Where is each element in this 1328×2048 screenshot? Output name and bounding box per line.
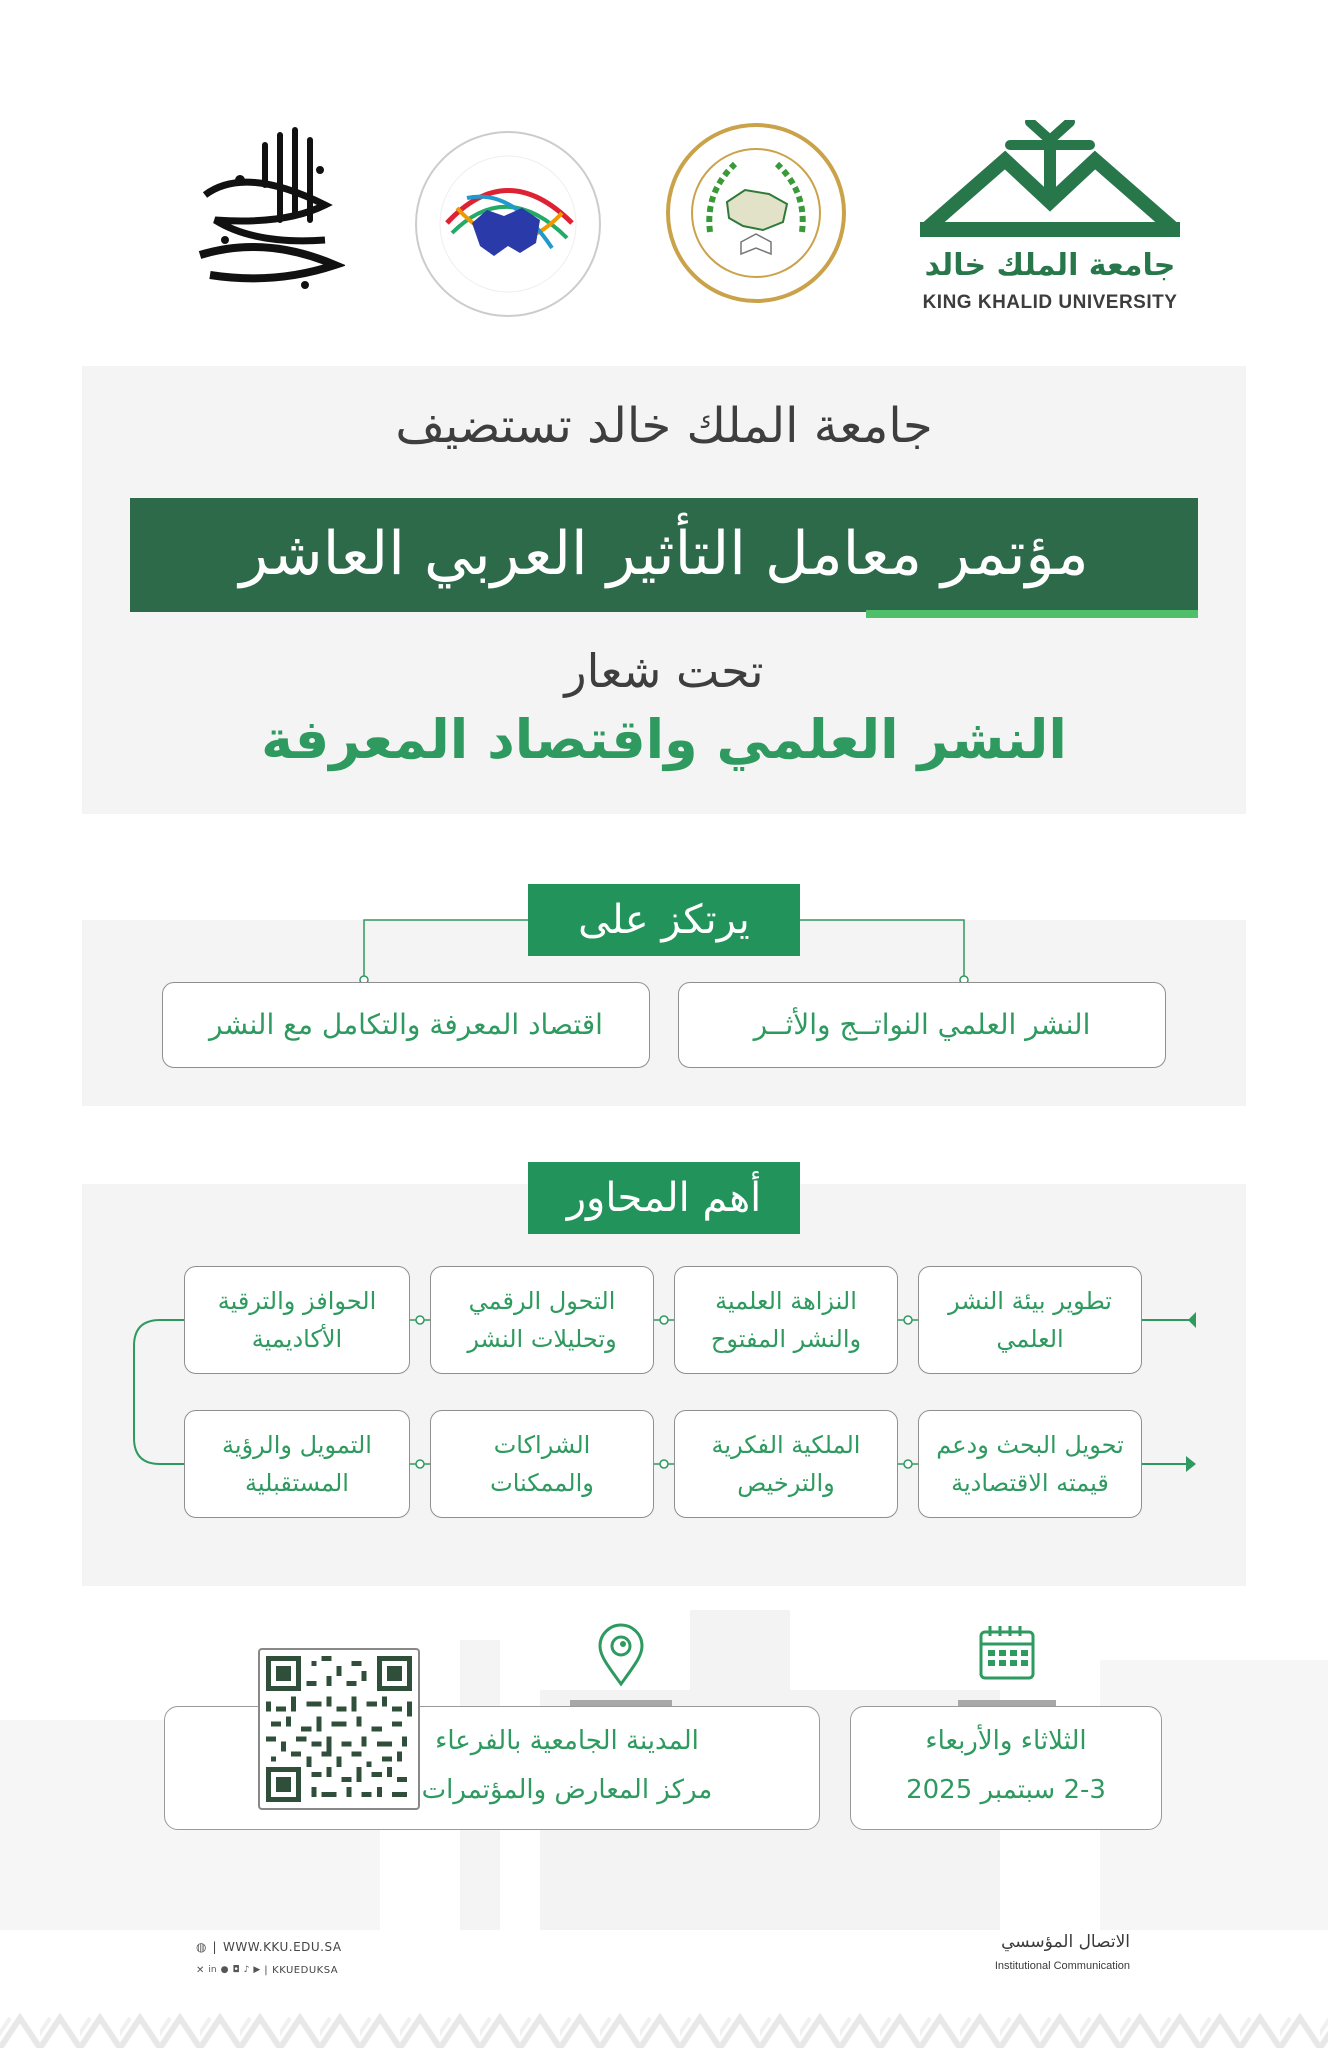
event-dates: 2-3 سبتمبر 2025: [906, 1775, 1106, 1806]
axes-title: أهم المحاور: [528, 1162, 800, 1234]
axis-line2: قيمته الاقتصادية: [951, 1469, 1109, 1497]
aaru-emblem-icon: [665, 122, 847, 304]
conference-title: مؤتمر معامل التأثير العربي العاشر: [239, 519, 1089, 589]
axis-line1: الحوافز والترقية: [217, 1286, 377, 1315]
axis-line2: والترخيص: [737, 1469, 835, 1497]
axis-line2: والممكنات: [490, 1469, 594, 1497]
focus-item-label: اقتصاد المعرفة والتكامل مع النشر: [209, 1007, 603, 1041]
title-accent-line: [866, 610, 1198, 618]
aaru-logo: [665, 122, 847, 304]
focus-item-label: النشر العلمي النواتــج والأثــر: [753, 1007, 1091, 1041]
separator: |: [264, 1964, 269, 1976]
axis-line1: الملكية الفكرية: [711, 1430, 861, 1459]
separator: |: [212, 1940, 218, 1954]
axis-card-funding-vision: [184, 1410, 410, 1518]
host-line: جامعة الملك خالد تستضيف: [395, 398, 933, 454]
x-icon[interactable]: ✕: [196, 1964, 205, 1976]
social-handle[interactable]: KKUEDUKSA: [272, 1964, 339, 1976]
fasrc-globe-icon: [412, 128, 604, 320]
kku-emblem-icon: [920, 120, 1180, 240]
focus-item-knowledge-economy: [162, 982, 650, 1068]
axis-line1: الشراكات: [493, 1430, 591, 1459]
kku-english-name: KING KHALID UNIVERSITY: [922, 292, 1178, 313]
slogan-intro: تحت شعار: [564, 644, 764, 698]
footer-website-row: [196, 1938, 416, 1956]
axis-line1: تحويل البحث ودعم: [936, 1430, 1124, 1459]
axis-line2: والنشر المفتوح: [710, 1325, 862, 1353]
footer-dept-english: Institutional Communication: [994, 1960, 1130, 1972]
focus-title: يرتكز على: [528, 884, 800, 956]
axis-line1: التحول الرقمي: [468, 1286, 616, 1315]
location-pin-icon: [596, 1622, 646, 1688]
fasrc-logo: [412, 128, 604, 320]
website-link[interactable]: WWW.KKU.EDU.SA: [223, 1940, 342, 1954]
qr-code[interactable]: [258, 1648, 420, 1810]
venue-line2: مركز المعارض والمؤتمرات: [421, 1775, 713, 1806]
axis-line2: العلمي: [996, 1325, 1064, 1353]
footer-dept-arabic: الاتصال المؤسسي: [1001, 1932, 1130, 1952]
geometric-pattern-icon: [0, 2010, 1328, 2048]
axis-card-partnerships: [430, 1410, 654, 1518]
bottom-pattern: [0, 2010, 1328, 2048]
date-card: [850, 1706, 1162, 1830]
event-days: الثلاثاء والأربعاء: [925, 1726, 1087, 1756]
qr-code-icon: [266, 1656, 412, 1802]
axis-card-digital-transformation: [430, 1266, 654, 1374]
youtube-icon[interactable]: ▶: [253, 1965, 261, 1975]
axis-card-integrity-open-access: [674, 1266, 898, 1374]
globe-icon: ◍: [196, 1940, 207, 1954]
tiktok-icon[interactable]: ♪: [243, 1965, 250, 1975]
footer-social-row: [196, 1962, 416, 1978]
axis-line2: وتحليلات النشر: [467, 1325, 617, 1353]
instagram-icon[interactable]: ◘: [232, 1965, 240, 1975]
axis-line2: المستقبلية: [245, 1469, 349, 1497]
linkedin-icon[interactable]: in: [208, 1965, 217, 1975]
axis-card-research-value: [918, 1410, 1142, 1518]
axis-line1: التمويل والرؤية: [222, 1430, 372, 1459]
axis-card-incentives-promotion: [184, 1266, 410, 1374]
arabic-impact-calligraphy-logo: [185, 125, 345, 295]
axis-line1: تطوير بيئة النشر: [948, 1286, 1112, 1315]
calendar-icon: [978, 1624, 1036, 1682]
axis-line2: الأكاديمية: [251, 1325, 343, 1353]
snapchat-icon[interactable]: ●: [220, 1965, 229, 1975]
axis-line1: النزاهة العلمية: [715, 1286, 857, 1315]
kku-arabic-name: جامعة الملك خالد: [924, 248, 1176, 283]
kku-logo: [920, 120, 1180, 320]
slogan: النشر العلمي واقتصاد المعرفة: [261, 708, 1067, 771]
venue-line1: المدينة الجامعية بالفرعاء: [435, 1726, 699, 1756]
axis-card-intellectual-property: [674, 1410, 898, 1518]
focus-item-publishing: [678, 982, 1166, 1068]
logo-row: [0, 110, 1328, 330]
axis-card-publishing-environment: [918, 1266, 1142, 1374]
calligraphy-icon: [185, 125, 345, 295]
